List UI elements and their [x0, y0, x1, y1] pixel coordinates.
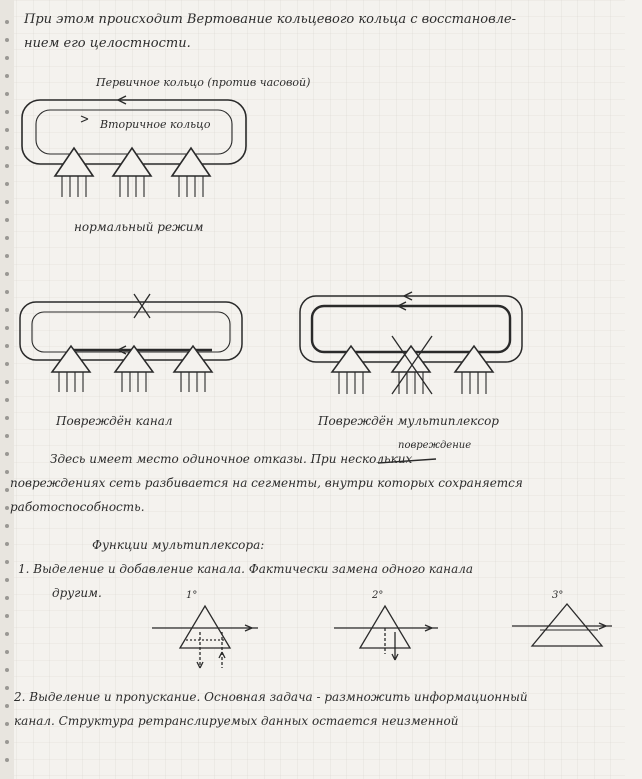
- primary-ring-label: Первичное кольцо (против часовой): [96, 76, 311, 89]
- function-2-line-2: канал. Структура ретранслируемых данных остается неизменной: [14, 714, 459, 728]
- spiral-binding: [0, 0, 14, 779]
- diagram-label-3: 3°: [552, 590, 564, 601]
- function-2-line-1: 2. Выделение и пропускание. Основная задача - размножить информационный: [14, 690, 528, 704]
- paragraph-line-1: Здесь имеет место одиночное отказы. При нескольких: [50, 452, 413, 466]
- paragraph-line-3: работоспособность.: [10, 500, 145, 514]
- functions-heading: Функции мультиплексора:: [92, 538, 265, 552]
- diagram-label-2: 2°: [372, 590, 384, 601]
- diagram-label-1: 1°: [186, 590, 198, 601]
- secondary-ring-label: Вторичное кольцо: [100, 118, 211, 131]
- paragraph-insertion: повреждение: [398, 440, 472, 451]
- intro-line-2: нием его целостности.: [24, 36, 191, 51]
- caption-mux-damaged: Повреждён мультиплексор: [318, 414, 499, 428]
- intro-line-1: При этом происходит Вертование кольцевого кольца с восстановле-: [24, 12, 517, 27]
- paragraph-line-2: повреждениях сеть разбивается на сегменты, внутри которых сохраняется: [10, 476, 523, 490]
- function-1-line-2: другим.: [52, 586, 102, 600]
- caption-channel-damaged: Повреждён канал: [56, 414, 173, 428]
- function-1-line-1: 1. Выделение и добавление канала. Фактически замена одного канала: [18, 562, 474, 576]
- caption-normal-mode: нормальный режим: [74, 220, 204, 234]
